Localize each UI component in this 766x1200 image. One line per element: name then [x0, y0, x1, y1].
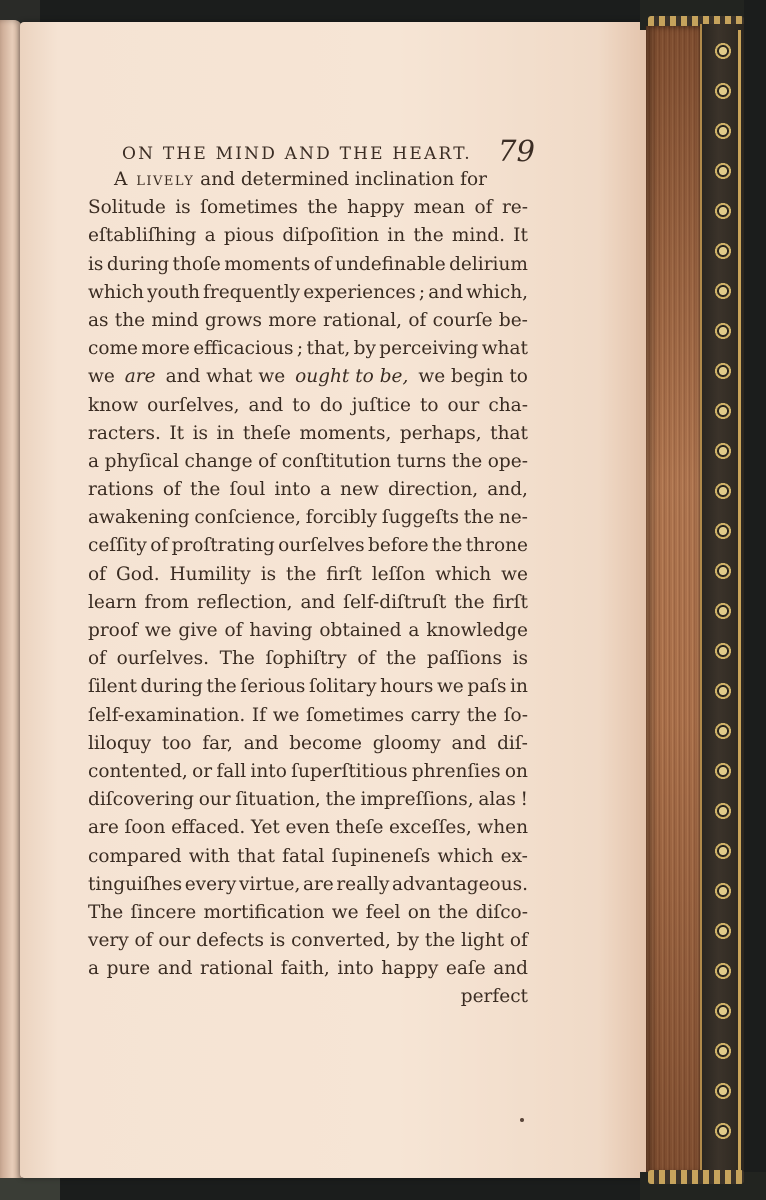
italic-phrase: ought to be, — [295, 366, 409, 388]
word: we — [88, 366, 115, 388]
text-line: proof we give of having obtained a knowledge — [88, 620, 528, 641]
words: we begin to — [418, 366, 528, 388]
catchword-text: perfect — [460, 986, 528, 1008]
text-line: liloquy too far, and become gloomy and diſ- — [88, 732, 528, 754]
text-line: as the mind grows more rational, of courſe be- — [88, 309, 528, 331]
text-line: are ſoon effaced. Yet even theſe exceſſes, when — [88, 817, 528, 839]
text-line: ſilent during the ſerious ſolitary hours we paſs in — [88, 676, 528, 698]
text-line: learn from reflection, and ſelf-diſtruſt the firſt — [88, 591, 528, 613]
text-line: ceſſity of proſtrating ourſelves before the throne — [88, 535, 528, 557]
text-line — [88, 166, 528, 194]
text-line: compared with that fatal ſupineneſs which ex- — [88, 845, 528, 867]
text-line: tinguiſhes every virtue, are really advantageous. — [88, 873, 528, 895]
text-line: come more efficacious ; that, by perceiving what — [88, 338, 528, 360]
text-line: eſtabliſhing a pious diſpoſition in the mind. It — [88, 225, 528, 247]
text-line: is during thoſe moments of undefinable delirium — [88, 253, 528, 275]
ink-speck — [520, 1118, 524, 1122]
italic-word: are — [124, 366, 156, 388]
gilt-ornament-column — [712, 40, 734, 1160]
text-line: diſcovering our ſituation, the impreſſions, alas ! — [88, 789, 528, 811]
fore-edge-shading — [646, 26, 704, 1174]
body-text — [88, 166, 528, 1012]
left-cover-bottom — [0, 1178, 60, 1200]
running-head-title: ON THE MIND AND THE HEART. — [122, 144, 472, 164]
text-line: of God. Humility is the firſt leſſon which we — [88, 563, 528, 585]
text-line: Solitude is ſometimes the happy mean of re- — [88, 197, 528, 219]
text-line: of ourſelves. The ſophiſtry of the paſſions is — [88, 648, 528, 670]
text-line: racters. It is in theſe moments, perhaps, that — [88, 422, 528, 444]
page-number: 79 — [498, 134, 535, 168]
opening-rest: and determined inclination for — [200, 169, 487, 190]
text-line: awakening conſcience, forcibly ſuggeſts the ne- — [88, 507, 528, 529]
text-line: contented, or fall into ſuperſtitious phrenſies on — [88, 760, 528, 782]
text-line: a phyſical change of conſtitution turns the ope- — [88, 450, 528, 472]
text-line: The ſincere mortification we feel on the diſco- — [88, 901, 528, 923]
gilt-border-bottom — [648, 1170, 744, 1184]
words: and what we — [165, 366, 286, 388]
text-line: rations of the ſoul into a new direction, and, — [88, 479, 528, 501]
cover-right-edge — [744, 0, 766, 1200]
text-line: very of our defects is converted, by the light of — [88, 930, 528, 952]
text-line: a pure and rational faith, into happy eaſe and — [88, 958, 528, 980]
text-line: ſelf-examination. If we ſometimes carry the ſo- — [88, 704, 528, 726]
opening-small-caps: A lively — [114, 169, 195, 190]
text-line: which youth frequently experiences ; and which, — [88, 281, 528, 303]
gilt-rule — [738, 30, 741, 1170]
previous-page-edge — [0, 20, 22, 1185]
catchword — [88, 983, 528, 1011]
text-line: know ourſelves, and to do juſtice to our cha- — [88, 394, 528, 416]
text-line-italic — [88, 363, 528, 391]
